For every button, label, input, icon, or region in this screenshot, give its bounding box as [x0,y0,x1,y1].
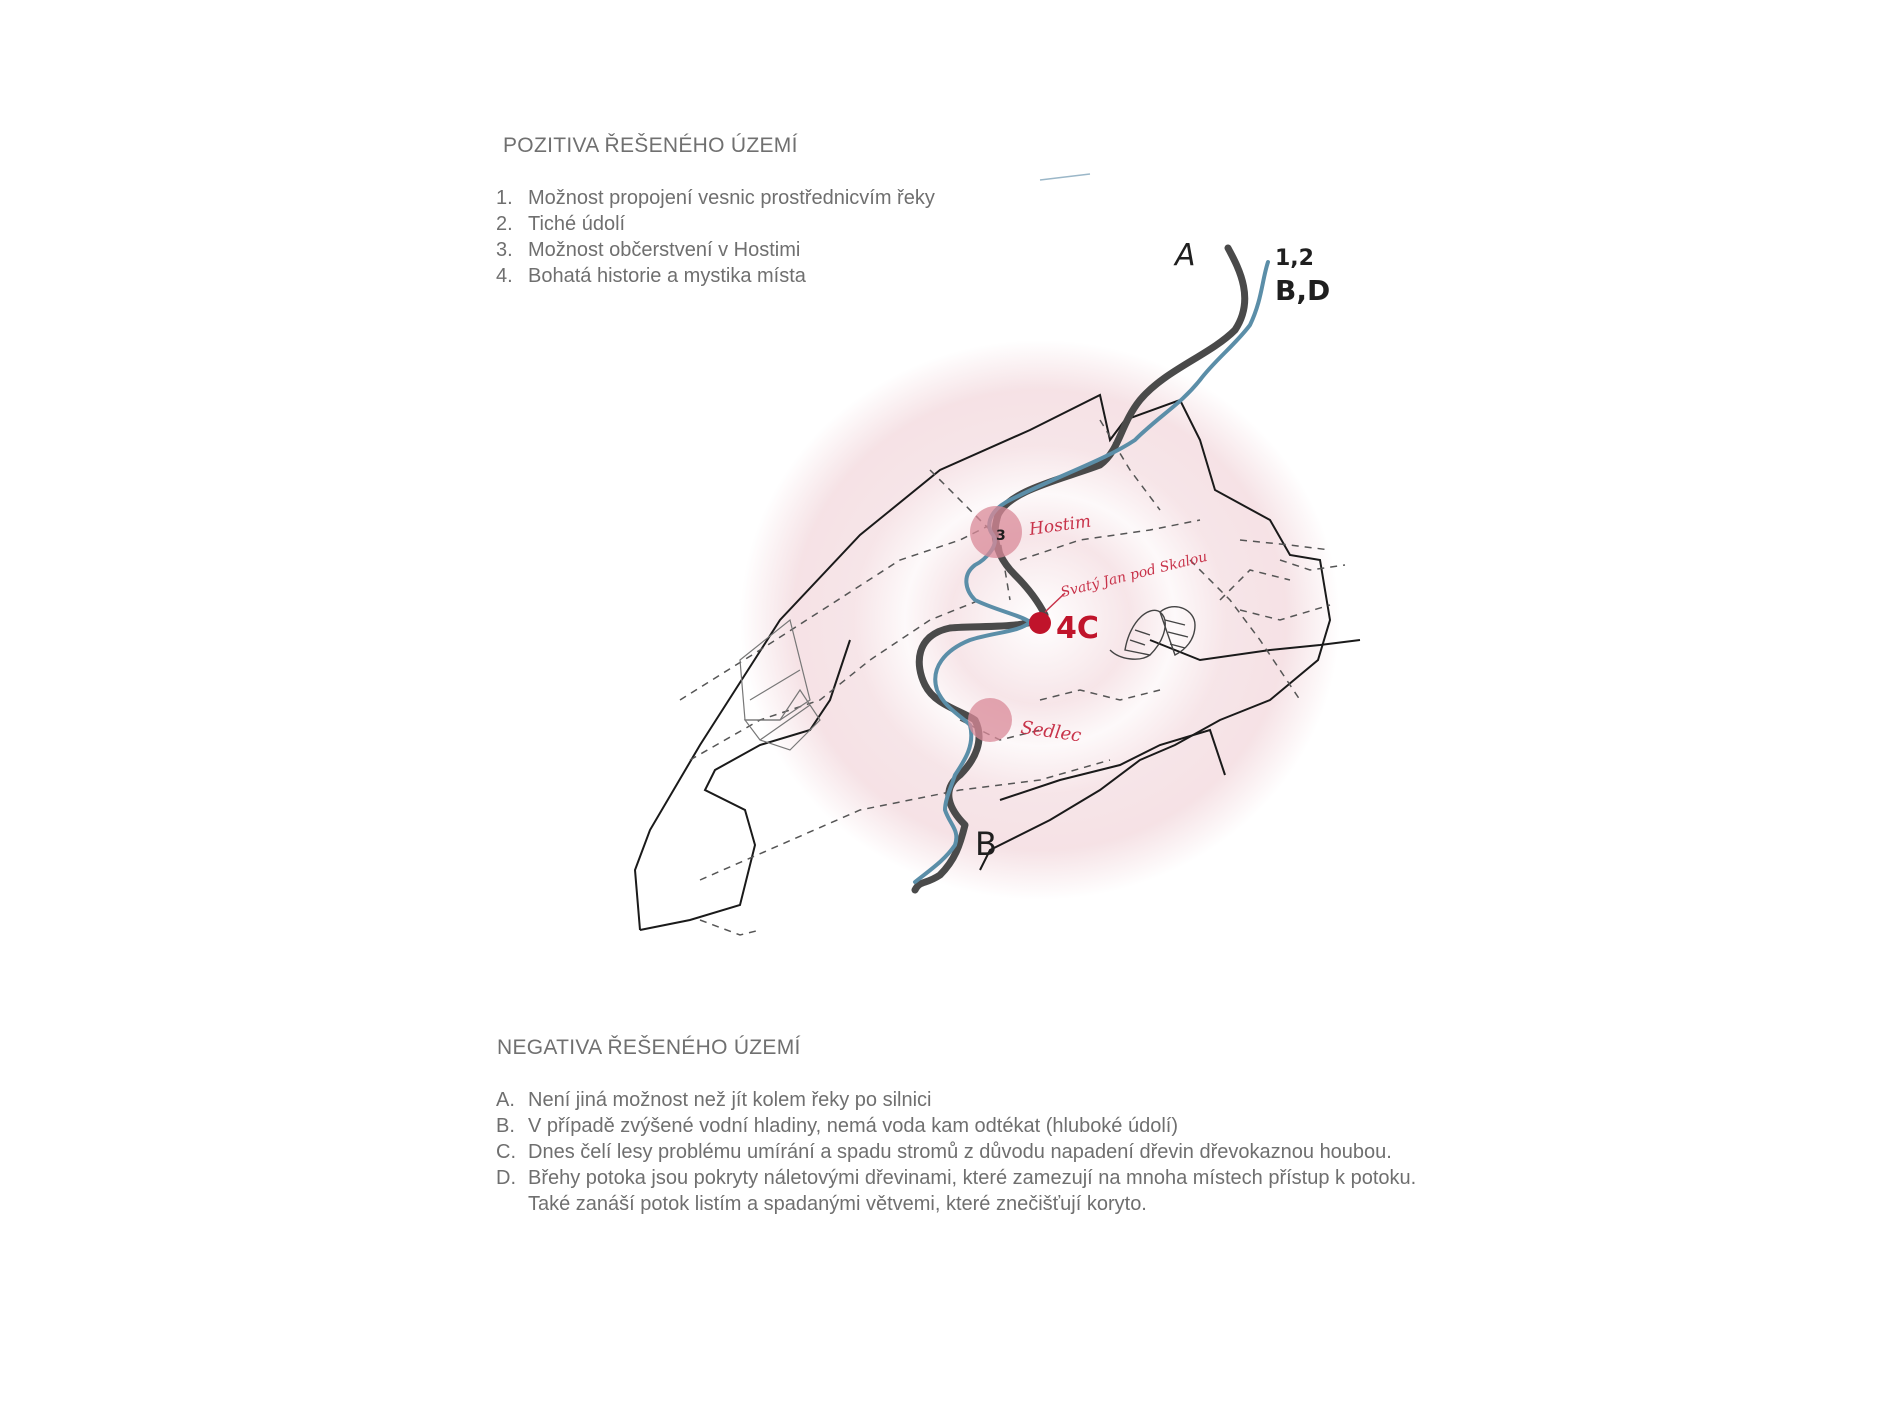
negative-item-d-continued: Také zanáší potok listím a spadanými větvemi, které znečišťují koryto. [528,1193,1147,1215]
place-svaty-jan: Svatý Jan pod Skalou [1059,548,1209,601]
label-3: 3 [996,528,1006,544]
point-4c [1029,612,1051,634]
positive-item-2: 2. Tiché údolí [496,213,626,235]
label-b-bottom: B [975,825,997,863]
negative-item-c: C. Dnes čelí lesy problému umírání a spadu stromů z důvodu napadení dřevin dřevokaznou houbou. [496,1141,1392,1163]
label-4c: 4C [1056,611,1099,646]
label-b-d: B,D [1275,274,1331,307]
negative-item-b: B. V případě zvýšené vodní hladiny, nemá voda kam odtékat (hluboké údolí) [496,1115,1179,1137]
sedlec-highlight [968,698,1012,742]
label-a: A [1175,238,1196,273]
negative-item-a: A. Není jiná možnost než jít kolem řeky po silnici [496,1089,932,1111]
positive-item-4: 4. Bohatá historie a mystika místa [496,265,806,287]
positives-title: POZITIVA ŘEŠENÉHO ÚZEMÍ [503,134,798,157]
negatives-list [496,1087,1416,1217]
label-1-2: 1,2 [1275,246,1314,271]
negative-item-d: D. Břehy potoka jsou pokryty náletovými dřevinami, které zamezují na mnoha místech přístup k potoku. [496,1167,1417,1189]
place-sedlec: Sedlec [1019,717,1083,747]
positive-item-3: 3. Možnost občerstvení v Hostimi [496,239,801,261]
negatives-title: NEGATIVA ŘEŠENÉHO ÚZEMÍ [497,1036,801,1059]
stray-mark [1040,174,1090,180]
place-hostim: Hostim [1027,511,1093,540]
positive-item-1: 1. Možnost propojení vesnic prostřednicvím řeky [496,187,935,209]
